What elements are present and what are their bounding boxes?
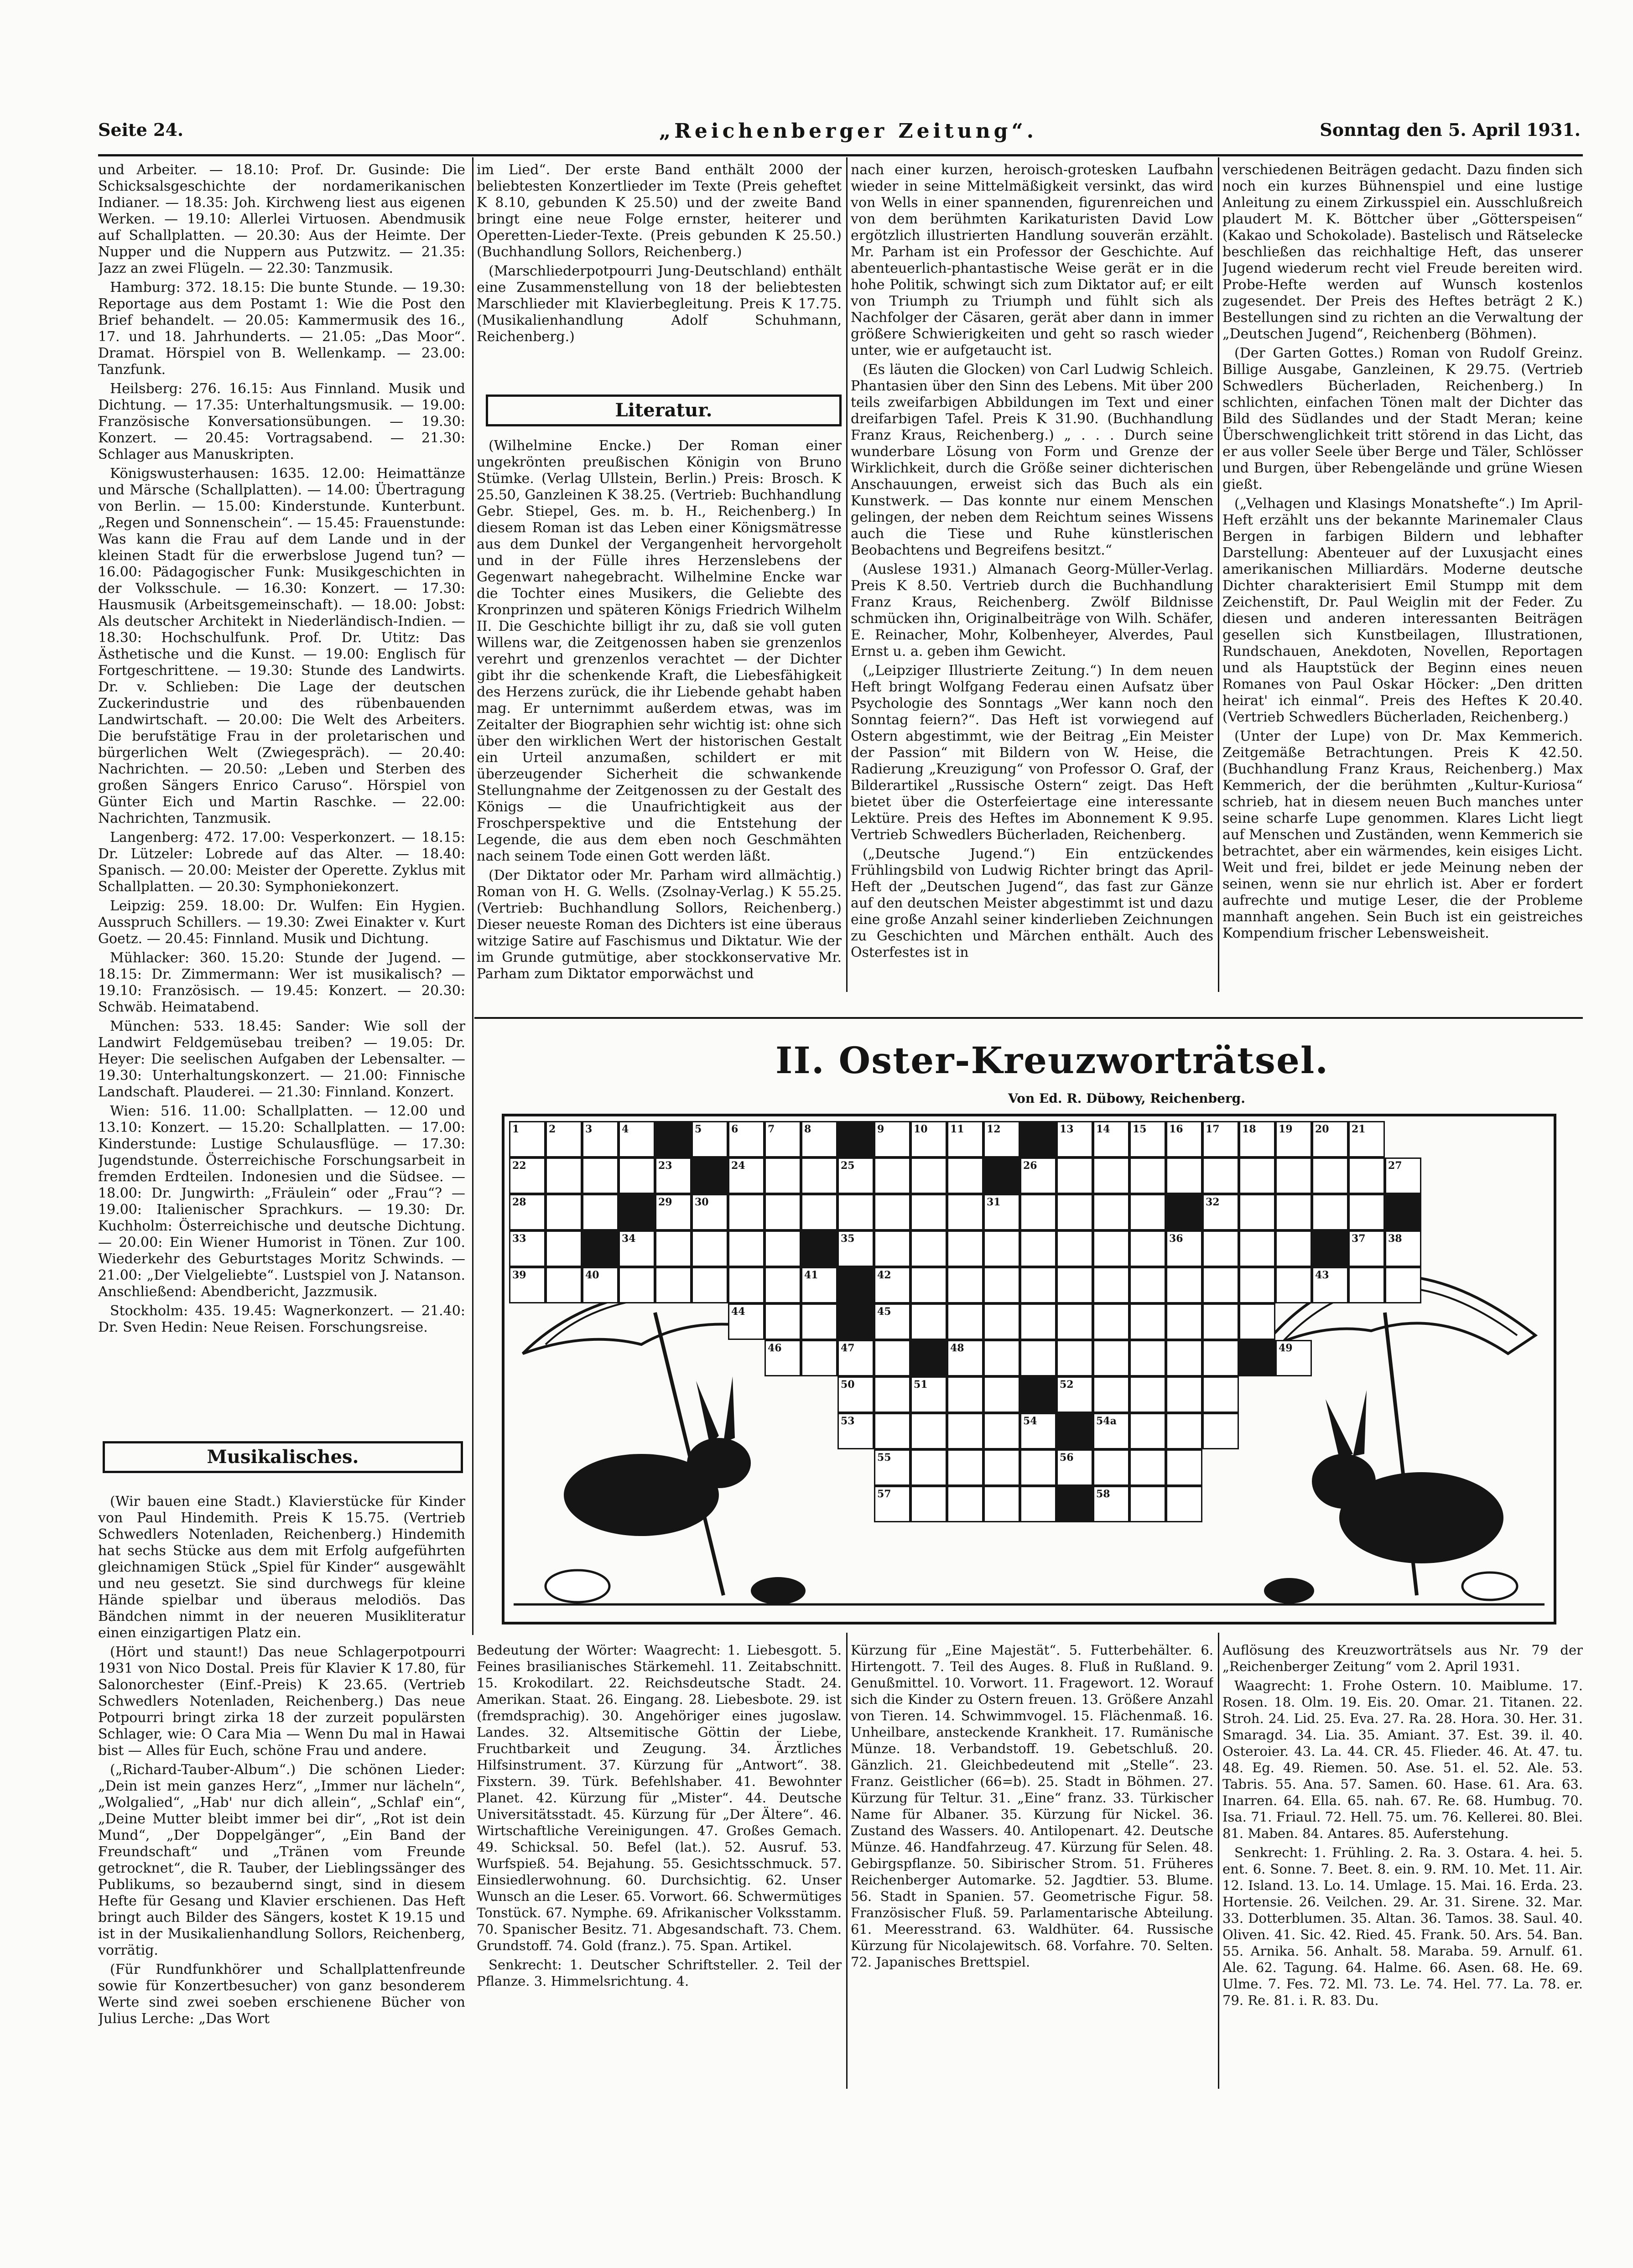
crossword-cell — [1129, 1267, 1166, 1303]
crossword-cell — [1093, 1376, 1129, 1413]
crossword-block — [1020, 1376, 1056, 1413]
text-paragraph: Langenberg: 472. 17.00: Vesperkonzert. — 18.15: Dr. Lützeler: Lobrede auf das Alter. — 18.40: Spanisch. — 20.00: Meister der Operette. Zyklus mit Schallplatten. — 20.30: Symphoniekonzert. — [98, 830, 465, 895]
text-paragraph: („Richard-Tauber-Album“.) Die schönen Lieder: „Dein ist mein ganzes Herz“, „Immer nur lächeln“, „Wolgalied“, „Hab' nur dich allein“, „Schlaf' ein“, „Deine Mutter bleibt immer bei dir“, „Rot ist dein Mund“, „Der Doppelgänger“, „Ein Band der Freundschaft“ und „Tränen vom Freunde getrocknet“, die R. Tauber, der Lieblingssänger des Publikums, so bezaubernd singt, sind in diesem Hefte für Gesang und Klavier erschienen. Das Heft bringt auch Bilder des Sängers, kostet K 19.15 und ist in der Musikalienhandlung Sollors, Reichenberg, vorrätig. — [98, 1762, 465, 1958]
crossword-cell — [1275, 1157, 1312, 1194]
text-paragraph: Mühlacker: 360. 15.20: Stunde der Jugend. — 18.15: Dr. Zimmermann: Wer ist musikalisch? — 19.10: Französisch. — 19.45: Konzert. — 20.30: Schwäb. Heimatabend. — [98, 950, 465, 1015]
text-paragraph: (Der Garten Gottes.) Roman von Rudolf Greinz. Billige Ausgabe, Ganzleinen, K 29.75. (Vertrieb Schwedlers Bücherladen, Reichenberg.) In schlichten, einfachen Tönen malt der Dichter das Bild des Südlandes und der Stadt Meran; keine Überschwenglichkeit tritt störend in das Licht, das er aus voller Seele über Berge und Täler, Schlösser und Burgen, über Rebengelände und grüne Wiesen gießt. — [1222, 345, 1583, 493]
crossword-cell — [764, 1267, 801, 1303]
text-paragraph: nach einer kurzen, heroisch-grotesken Laufbahn wieder in seine Mittelmäßigkeit versinkt, das wird von Wells in einer spannenden, figurenreichen und von dem berühmten Karikaturisten David Low ergötzlich illustrierten Handlung souverän erzählt. Mr. Parham ist ein Professor der Geschichte. Auf abenteuerlich-phantastische Weise gerät er in die hohe Politik, schwingt sich zum Diktator auf; er eilt von Triumph zu Triumph und fühlt sich als Nachfolger der Cäsaren, gerät aber dann in immer größere Schwierigkeiten und geht so rasch wieder unter, wie er aufgetaucht ist. — [851, 162, 1213, 358]
crossword-cell — [728, 1230, 764, 1267]
crossword-cell — [983, 1267, 1020, 1303]
text-paragraph: (Für Rundfunkhörer und Schallplattenfreunde sowie für Konzertbesucher) von ganz besonderem Werte sind zwei soeben erschienene Bücher von Julius Lerche: „Das Wort — [98, 1962, 465, 2027]
crossword-cell: 46 — [764, 1340, 801, 1376]
crossword-block — [1312, 1230, 1348, 1267]
text-paragraph: verschiedenen Beiträgen gedacht. Dazu finden sich noch ein kurzes Bühnenspiel und eine lustige Anleitung zu einem Zirkusspiel ein. Ausschlußreich plaudert M. K. Böttcher über „Götterspeisen“ (Kakao und Schokolade). Bastelisch und Rätselecke beschließen das reichhaltige Heft, das unserer Jugend wiederum recht viel Freude bereiten wird. Probe-Hefte werden auf Wunsch kostenlos zugesendet. Der Preis des Heftes beträgt 2 K.) Bestellungen sind zu richten an die Verwaltung der „Deutschen Jugend“, Reichenberg (Böhmen). — [1222, 162, 1583, 342]
crossword-cell — [764, 1157, 801, 1194]
text-paragraph: und Arbeiter. — 18.10: Prof. Dr. Gusinde: Die Schicksalsgeschichte der nordamerikanischen Indianer. — 18.35: Joh. Kirchweng liest aus eigenen Werken. — 19.10: Allerlei Virtuosen. Abendmusik auf Schallplatten. — 20.30: Aus der Heimte. Der Nupper und die Nuppern aus Putzwitz. — 21.35: Jazz an zwei Flügeln. — 22.30: Tanzmusik. — [98, 162, 465, 276]
crossword-cell — [728, 1267, 764, 1303]
crossword-cell — [1020, 1194, 1056, 1230]
column-divider — [472, 157, 473, 1635]
crossword-cell — [1129, 1157, 1166, 1194]
crossword-cell — [983, 1486, 1020, 1522]
crossword-cell: 3 — [582, 1121, 619, 1157]
crossword-cell: 4 — [619, 1121, 655, 1157]
crossword-cell — [1385, 1267, 1421, 1303]
issue-date: Sonntag den 5. April 1931. — [1320, 119, 1581, 140]
crossword-cell: 7 — [764, 1121, 801, 1157]
crossword-cell — [1275, 1194, 1312, 1230]
crossword-cell — [983, 1303, 1020, 1340]
crossword-cell — [1056, 1303, 1093, 1340]
crossword-cell — [1202, 1340, 1239, 1376]
crossword-cell — [546, 1230, 582, 1267]
crossword-cell: 20 — [1312, 1121, 1348, 1157]
crossword-cell — [947, 1267, 983, 1303]
crossword-cell — [910, 1486, 947, 1522]
column-divider — [846, 1633, 848, 2089]
crossword-cell — [1166, 1413, 1202, 1449]
puzzle-solution — [1222, 1642, 1583, 2089]
text-paragraph: Senkrecht: 1. Frühling. 2. Ra. 3. Ostara. 4. hei. 5. ent. 6. Sonne. 7. Beet. 8. ein. 9. RM. 10. Met. 11. Air. 12. Island. 13. Lo. 14. Umlage. 15. Mai. 16. Erda. 23. Hortensie. 26. Veilchen. 29. Ar. 31. Sirene. 32. Mar. 33. Dotterblumen. 35. Altan. 36. Tamos. 38. Saul. 40. Oliven. 41. Sic. 42. Ried. 45. Frank. 50. Ars. 54. Ban. 55. Arnika. 56. Anhalt. 58. Maraba. 59. Arnulf. 61. Ale. 62. Tagung. 64. Halme. 66. Asen. 68. He. 69. Ulme. 7. Fes. 72. Ml. 73. Le. 74. Hel. 77. La. 78. er. 79. Re. 81. i. R. 83. Du. — [1222, 1845, 1583, 2008]
crossword-cell — [947, 1376, 983, 1413]
crossword-cell — [1020, 1267, 1056, 1303]
section-heading-literature: Literatur. — [486, 394, 842, 426]
crossword-cell: 48 — [947, 1340, 983, 1376]
text-paragraph: (Wilhelmine Encke.) Der Roman einer ungekrönten preußischen Königin von Bruno Stümke. (Verlag Ullstein, Berlin.) Preis: Brosch. K 25.50, Ganzleinen K 38.25. (Vertrieb: Buchhandlung Gebr. Stiepel, Ges. m. b. H., Reichenberg.) In diesem Roman ist das Leben einer Königsmätresse aus dem Dunkel der Vergangenheit hervorgeholt und in der Fülle ihres Herzenslebens der Gegenwart nahegebracht. Wilhelmine Encke war die Tochter eines Musikers, die Geliebte des Kronprinzen und späteren Königs Friedrich Wilhelm II. Die Geschichte billigt ihr zu, daß sie voll guten Willens war, die Zeitgenossen haben sie grenzenlos verehrt und grenzenlos verachtet — der Dichter gibt ihr die schenkende Kraft, die Liebesfähigkeit des Herzens zurück, die ihr Liebende gehabt haben mag. Er unternimmt außerdem etwas, was im Zeitalter der Biographien sehr wichtig ist: ohne sich über den wirklichen Wert der historischen Gestalt ein Urteil anzumaßen, schildert er mit überzeugender Sicherheit die schwankende Stellungnahme der Zeitgenossen zu der Gestalt des Königs — die Unaufrichtigkeit aus der Froschperspektive und die Entstehung der Legende, die aus dem eben noch Geschmähten nach seinem Tode einen Gott werden läßt. — [477, 438, 842, 864]
header-rule — [98, 154, 1583, 156]
crossword-cell — [1239, 1157, 1275, 1194]
crossword-cell: 29 — [655, 1194, 692, 1230]
crossword-cell: 36 — [1166, 1230, 1202, 1267]
crossword-cell — [655, 1267, 692, 1303]
crossword-cell — [1202, 1303, 1239, 1340]
puzzle-title: II. Oster-Kreuzworträtsel. — [775, 1039, 1329, 1082]
page-number: Seite 24. — [98, 119, 184, 140]
crossword-cell: 17 — [1202, 1121, 1239, 1157]
crossword-cell: 58 — [1093, 1486, 1129, 1522]
crossword-block — [619, 1194, 655, 1230]
text-paragraph: im Lied“. Der erste Band enthält 2000 der beliebtesten Konzertlieder im Texte (Preis geheftet K 8.10, gebunden K 25.50) und der zweite Band bringt eine neue Folge ernster, heiterer und Operetten-Lieder-Texte. (Preis gebunden K 25.50.) (Buchhandlung Sollors, Reichenberg.) — [477, 162, 842, 260]
crossword-cell — [947, 1413, 983, 1449]
text-paragraph: (Hört und staunt!) Das neue Schlagerpotpourri 1931 von Nico Dostal. Preis für Klavier K 17.80, für Salonorchester (Einf.-Preis) K 23.65. (Vertrieb Schwedlers Notenladen, Reichenberg.) Das neue Potpourri bringt zirka 18 der zurzeit populärsten Schlager, wie: O Cara Mia — Wenn Du mal in Hawai bist — Alles für Euch, schöne Frau und andere. — [98, 1644, 465, 1759]
crossword-cell — [910, 1230, 947, 1267]
text-paragraph: Leipzig: 259. 18.00: Dr. Wulfen: Ein Hygien. Ausspruch Schillers. — 19.30: Zwei Einakter v. Kurt Goetz. — 20.45: Finnland. Musik und Dichtung. — [98, 898, 465, 947]
crossword-cell — [1239, 1230, 1275, 1267]
crossword-cell — [1239, 1267, 1275, 1303]
crossword-cell — [1166, 1303, 1202, 1340]
crossword-cell — [1020, 1486, 1056, 1522]
crossword-cell: 44 — [728, 1303, 764, 1340]
crossword-cell — [619, 1267, 655, 1303]
crossword-cell — [874, 1413, 910, 1449]
crossword-cell — [1166, 1376, 1202, 1413]
crossword-cell: 22 — [509, 1157, 546, 1194]
crossword-cell: 9 — [874, 1121, 910, 1157]
crossword-cell — [1166, 1449, 1202, 1486]
crossword-cell — [1202, 1230, 1239, 1267]
crossword-cell — [1020, 1303, 1056, 1340]
crossword-cell — [582, 1157, 619, 1194]
text-paragraph: (Auslese 1931.) Almanach Georg-Müller-Verlag. Preis K 8.50. Vertrieb durch die Buchhandlung Franz Kraus, Reichenberg. Zwölf Bildnisse schmücken ihn, Originalbeiträge von Wilh. Schäfer, E. Reinacher, Mohr, Kolbenheyer, Alverdes, Paul Ernst u. a. geben ihm Gewicht. — [851, 561, 1213, 659]
crossword-cell: 25 — [837, 1157, 874, 1194]
crossword-cell: 51 — [910, 1376, 947, 1413]
crossword-cell: 19 — [1275, 1121, 1312, 1157]
crossword-cell: 28 — [509, 1194, 546, 1230]
crossword-cell: 31 — [983, 1194, 1020, 1230]
column-divider — [1218, 157, 1219, 992]
crossword-block — [1020, 1121, 1056, 1157]
crossword-cell: 30 — [692, 1194, 728, 1230]
column-divider — [846, 157, 848, 992]
crossword-cell — [910, 1194, 947, 1230]
crossword-cell: 12 — [983, 1121, 1020, 1157]
text-paragraph: Auflösung des Kreuzworträtsels aus Nr. 79 der „Reichenberger Zeitung“ vom 2. April 1931. — [1222, 1642, 1583, 1674]
crossword-cell — [801, 1340, 837, 1376]
crossword-cell: 13 — [1056, 1121, 1093, 1157]
crossword-cell — [874, 1340, 910, 1376]
crossword-cell: 11 — [947, 1121, 983, 1157]
crossword-cell: 8 — [801, 1121, 837, 1157]
crossword-block — [910, 1340, 947, 1376]
crossword-block — [1056, 1413, 1093, 1449]
crossword-cell — [801, 1194, 837, 1230]
crossword-cell — [983, 1413, 1020, 1449]
crossword-cell — [692, 1267, 728, 1303]
section-heading-music: Musikalisches. — [103, 1441, 463, 1473]
crossword-block — [582, 1230, 619, 1267]
text-paragraph: (Unter der Lupe) von Dr. Max Kemmerich. Zeitgemäße Betrachtungen. Preis K 42.50. (Buchhandlung Franz Kraus, Reichenberg.) Max Kemmerich, der die berühmten „Kultur-Kuriosa“ schrieb, hat in diesem neuen Buch manches unter seine scharfe Lupe genommen. Klares Licht liegt auf Menschen und Zuständen, wenn Kemmerich sie betrachtet, aber ein wärmendes, kein eisiges Licht. Weit und frei, bildet er jede Meinung neben der seinen, wenn sie nur ehrlich ist. Aber er fordert aufrechte und mutige Leser, die der Probleme mannhaft angehen. Sein Buch ist ein geistreiches Kompendium frischer Lebensweisheit. — [1222, 728, 1583, 941]
text-paragraph: Bedeutung der Wörter: Waagrecht: 1. Liebesgott. 5. Feines brasilianisches Stärkemehl. 11. Zeitabschnitt. 15. Krokodilart. 22. Reichsdeutsche Stadt. 24. Amerikan. Staat. 26. Eingang. 28. Liebesbote. 29. ist (fremdsprachig). 30. Angehöriger eines jugoslaw. Landes. 32. Altsemitische Göttin der Liebe, Fruchtbarkeit und Zeugung. 34. Ärztliches Hilfsinstrument. 37. Kürzung für „Antwort“. 38. Fixstern. 39. Türk. Befehlshaber. 41. Bewohnter Planet. 42. Kürzung für „Mister“. 44. Deutsche Universitätsstadt. 45. Kürzung für „Der Ältere“. 46. Wirtschaftliche Vereinigungen. 47. Großes Gemach. 49. Schicksal. 50. Befel (lat.). 52. Ausruf. 53. Wurfspieß. 54. Bejahung. 55. Gesichtsschmuck. 57. Einsiedlerwohnung. 60. Durchsichtig. 62. Unser Wunsch an die Leser. 65. Vorwort. 66. Schwermütiges Tonstück. 67. Nymphe. 69. Afrikanischer Volksstamm. 70. Spanischer Besitz. 71. Abgesandschaft. 73. Chem. Grundstoff. 74. Gold (franz.). 75. Span. Artikel. — [477, 1642, 842, 1953]
section-rule — [474, 1017, 1583, 1019]
crossword-cell: 15 — [1129, 1121, 1166, 1157]
crossword-cell — [1129, 1230, 1166, 1267]
crossword-cell: 6 — [728, 1121, 764, 1157]
crossword-cell — [1202, 1413, 1239, 1449]
column-1-radio — [98, 162, 465, 1402]
crossword-cell — [1275, 1267, 1312, 1303]
puzzle-author: Von Ed. R. Dübowy, Reichenberg. — [1008, 1091, 1245, 1106]
text-paragraph: (Marschliederpotpourri Jung-Deutschland) enthält eine Zusammenstellung von 18 der beliebtesten Marschlieder mit Klavierbegleitung. Preis K 17.75. (Musikalienhandlung Adolf Schuhmann, Reichenberg.) — [477, 263, 842, 345]
crossword-cell — [874, 1230, 910, 1267]
crossword-cell: 49 — [1275, 1340, 1312, 1376]
crossword-cell: 56 — [1056, 1449, 1093, 1486]
crossword-cell — [1093, 1340, 1129, 1376]
text-paragraph: Kürzung für „Eine Majestät“. 5. Futterbehälter. 6. Hirtengott. 7. Teil des Auges. 8. Fluß in Rußland. 9. Genußmittel. 10. Vorwort. 11. Fragewort. 12. Worauf sich die Kinder zu Ostern freuen. 13. Größere Anzahl von Tieren. 14. Schwimmvogel. 15. Flächenmaß. 16. Unheilbare, ansteckende Krankheit. 17. Rumänische Münze. 18. Verbandstoff. 19. Gebetschluß. 20. Gänzlich. 21. Gleichbedeutend mit „Stelle“. 23. Franz. Geistlicher (66=b). 25. Stadt in Böhmen. 27. Kürzung für Teltur. 31. „Eine“ franz. 33. Türkischer Name für Albaner. 35. Kürzung für Nickel. 36. Zustand des Wassers. 40. Antilopenart. 42. Deutsche Münze. 46. Handfahrzeug. 47. Kürzung für Selen. 48. Gebirgspflanze. 50. Sibirischer Strom. 51. Früheres Reichenberger Automarke. 52. Jagdtier. 53. Blume. 56. Stadt in Spanien. 57. Geometrische Figur. 58. Französischer Fluß. 59. Parlamentarische Abteilung. 61. Meeresstrand. 63. Waldhüter. 64. Russische Kürzung für Nicolajewitsch. 68. Vorfahre. 70. Selten. 72. Japanisches Brettspiel. — [851, 1642, 1213, 1970]
crossword-block — [837, 1303, 874, 1340]
crossword-cell — [947, 1157, 983, 1194]
text-paragraph: Stockholm: 435. 19.45: Wagnerkonzert. — 21.40: Dr. Sven Hedin: Neue Reisen. Forschungsreise. — [98, 1303, 465, 1335]
crossword-frame — [502, 1114, 1556, 1624]
text-paragraph: (Es läuten die Glocken) von Carl Ludwig Schleich. Phantasien über den Sinn des Lebens. Mit über 200 teils zweifarbigen Abbildungen im Text und einer dreifarbigen Tafel. Preis K 31.90. (Buchhandlung Franz Kraus, Reichenberg.) „ . . . Durch seine wunderbare Lösung von Form und Grenze der Wirklichkeit, durch die Größe seiner dichterischen Anschauungen, erweist sich das Buch als ein Kunstwerk. — Das konnte nur einem Menschen gelingen, der neben dem Reichtum seines Wissens auch die Tiese und Ruhe künstlerischen Beobachtens und Begreifens besitzt.“ — [851, 362, 1213, 558]
crossword-block — [983, 1157, 1020, 1194]
crossword-cell — [1166, 1340, 1202, 1376]
crossword-cell — [1129, 1194, 1166, 1230]
crossword-cell — [546, 1194, 582, 1230]
text-paragraph: („Deutsche Jugend.“) Ein entzückendes Frühlingsbild von Ludwig Richter bringt das April-Heft der „Deutschen Jugend“, das fast zur Gänze auf den deutschen Meister abgestimmt ist und dazu eine große Anzahl seiner kinderlieben Zeichnungen zu Geschichten und Märchen enthält. Auch des Osterfestes ist in — [851, 846, 1213, 960]
crossword-cell: 57 — [874, 1486, 910, 1522]
crossword-cell: 21 — [1348, 1121, 1385, 1157]
crossword-cell — [910, 1449, 947, 1486]
column-3 — [851, 162, 1213, 1010]
crossword-cell — [1020, 1449, 1056, 1486]
crossword-cell — [1239, 1303, 1275, 1340]
crossword-cell: 26 — [1020, 1157, 1056, 1194]
crossword-cell — [1166, 1486, 1202, 1522]
crossword-cell: 33 — [509, 1230, 546, 1267]
crossword-cell — [947, 1194, 983, 1230]
text-paragraph: Senkrecht: 1. Deutscher Schriftsteller. 2. Teil der Pflanze. 3. Himmelsrichtung. 4. — [477, 1957, 842, 1989]
crossword-cell — [1056, 1230, 1093, 1267]
crossword-cell — [1020, 1340, 1056, 1376]
crossword-cell: 39 — [509, 1267, 546, 1303]
crossword-cell — [1093, 1194, 1129, 1230]
crossword-cell — [1056, 1340, 1093, 1376]
crossword-cell: 38 — [1385, 1230, 1421, 1267]
crossword-grid — [504, 1116, 1554, 1622]
crossword-cell — [983, 1376, 1020, 1413]
crossword-cell — [1093, 1303, 1129, 1340]
crossword-cell: 54 — [1020, 1413, 1056, 1449]
crossword-cell — [1129, 1340, 1166, 1376]
page-header — [98, 119, 1581, 151]
crossword-cell: 40 — [582, 1267, 619, 1303]
crossword-cell — [1312, 1194, 1348, 1230]
crossword-cell — [546, 1157, 582, 1194]
crossword-cell: 47 — [837, 1340, 874, 1376]
crossword-cell — [728, 1194, 764, 1230]
text-paragraph: („Leipziger Illustrierte Zeitung.“) In dem neuen Heft bringt Wolfgang Federau einen Aufsatz über Psychologie des Sonntags „Wer kann noch den Sonntag feiern?“. Das Heft ist vorwiegend auf Ostern abgestimmt, wie der Beitrag „Ein Meister der Passion“ mit Bildern von W. Heise, die Radierung „Kreuzigung“ von Professor O. Graf, der Bilderartikel „Russische Ostern“ zeigt. Das Heft bietet über die Osterfeiertage eine interessante Lektüre. Preis des Heftes im Abonnement K 9.95. Vertrieb Schwedlers Bücherladen, Reichenberg. — [851, 663, 1213, 843]
crossword-cell — [874, 1194, 910, 1230]
crossword-cell — [910, 1267, 947, 1303]
crossword-cell — [1020, 1230, 1056, 1267]
crossword-cell — [947, 1303, 983, 1340]
crossword-cell: 41 — [801, 1267, 837, 1303]
crossword-block — [801, 1230, 837, 1267]
crossword-block — [837, 1267, 874, 1303]
crossword-cell: 34 — [619, 1230, 655, 1267]
column-1-music — [98, 1494, 465, 2091]
crossword-cell: 23 — [655, 1157, 692, 1194]
crossword-block — [837, 1121, 874, 1157]
crossword-cell: 55 — [874, 1449, 910, 1486]
crossword-cell — [1129, 1449, 1166, 1486]
crossword-cell — [1348, 1194, 1385, 1230]
crossword-cell — [764, 1230, 801, 1267]
crossword-cell: 14 — [1093, 1121, 1129, 1157]
crossword-cell — [692, 1230, 728, 1267]
crossword-cell — [1093, 1157, 1129, 1194]
text-paragraph: München: 533. 18.45: Sander: Wie soll der Landwirt Feldgemüsebau treiben? — 19.05: Dr. Heyer: Die seelischen Aufgaben der Lebensalter. — 19.30: Unterhaltungskonzert. — 21.00: Finnische Landschaft. Plauderei. — 21.30: Finnland. Konzert. — [98, 1018, 465, 1100]
crossword-cell — [1312, 1157, 1348, 1194]
crossword-cell — [1202, 1157, 1239, 1194]
crossword-cell — [910, 1303, 947, 1340]
crossword-cell — [1202, 1267, 1239, 1303]
crossword-cell — [1166, 1267, 1202, 1303]
puzzle-clues-2 — [851, 1642, 1213, 2089]
crossword-cell: 32 — [1202, 1194, 1239, 1230]
crossword-cell — [801, 1303, 837, 1340]
crossword-cell — [983, 1449, 1020, 1486]
crossword-cell — [1093, 1267, 1129, 1303]
crossword-cell: 52 — [1056, 1376, 1093, 1413]
crossword-cell — [764, 1303, 801, 1340]
puzzle-clues-1 — [477, 1642, 842, 2089]
crossword-cell — [1056, 1157, 1093, 1194]
crossword-cell — [947, 1449, 983, 1486]
crossword-cell — [1166, 1157, 1202, 1194]
newspaper-title: „Reichenberger Zeitung“. — [659, 119, 1038, 143]
crossword-cell — [655, 1230, 692, 1267]
crossword-cell: 24 — [728, 1157, 764, 1194]
crossword-cell: 18 — [1239, 1121, 1275, 1157]
column-divider — [1218, 1633, 1219, 2089]
crossword-cell — [837, 1194, 874, 1230]
text-paragraph: Königswusterhausen: 1635. 12.00: Heimattänze und Märsche (Schallplatten). — 14.00: Übertragung von Berlin. — 15.00: Kinderstunde. Kunterbunt. „Regen und Sonnenschein“. — 15.45: Frauenstunde: Was kann die Frau auf dem Lande und in der kleinen Stadt für die erwerbslose Jugend tun? — 16.00: Pädagogischer Funk: Musikgeschichten in der Volksschule. — 16.30: Konzert. — 17.30: Hausmusik (Arbeitsgemeinschaft). — 18.00: Jobst: Als deutscher Architekt in Niederländisch-Indien. — 18.30: Hochschulfunk. Prof. Dr. Utitz: Das Ästhetische und die Kunst. — 19.00: Englisch für Fortgeschrittene. — 19.30: Stunde des Landwirts. Dr. v. Schlieben: Die Lage der deutschen Zuckerindustrie und des rübenbauenden Landwirtschaft. — 20.00: Die Welt des Arbeiters. Die berufstätige Frau in der proletarischen und bürgerlichen Welt (Zwiegespräch). — 20.40: Nachrichten. — 20.50: „Leben und Sterben des großen Sängers Enrico Caruso“. Hörspiel von Günter Eich und Martin Raschke. — 22.00: Nachrichten, Tanzmusik. — [98, 466, 465, 826]
crossword-block — [1385, 1194, 1421, 1230]
crossword-cell — [947, 1486, 983, 1522]
crossword-cell — [801, 1157, 837, 1194]
crossword-cell — [1129, 1303, 1166, 1340]
crossword-block — [692, 1157, 728, 1194]
crossword-cell: 10 — [910, 1121, 947, 1157]
crossword-cell — [1202, 1376, 1239, 1413]
crossword-cell: 43 — [1312, 1267, 1348, 1303]
crossword-block — [655, 1121, 692, 1157]
text-paragraph: (Wir bauen eine Stadt.) Klavierstücke für Kinder von Paul Hindemith. Preis K 15.75. (Vertrieb Schwedlers Notenladen, Reichenberg.) Hindemith hat sechs Stücke aus dem mit Erfolg aufgeführten gleichnamigen Stück „Spiel für Kinder“ ausgewählt und neu gesetzt. Sie sind durchwegs für kleine Hände spielbar und überaus melodiös. Das Bändchen nimmt in der neueren Musikliteratur einen einzigartigen Platz ein. — [98, 1494, 465, 1641]
crossword-cell — [1348, 1157, 1385, 1194]
crossword-cell: 35 — [837, 1230, 874, 1267]
crossword-cell — [1093, 1230, 1129, 1267]
crossword-cell — [874, 1157, 910, 1194]
crossword-cell: 42 — [874, 1267, 910, 1303]
crossword-cell — [983, 1230, 1020, 1267]
crossword-cell — [874, 1376, 910, 1413]
text-paragraph: („Velhagen und Klasings Monatshefte“.) Im April-Heft erzählt uns der bekannte Marinemaler Claus Bergen in farbigen Bildern und lebhafter Darstellung: Abenteuer auf der Luxusjacht eines amerikanischen Milliardärs. Moderne deutsche Dichter charakterisiert Emil Stumpp mit dem Zeichenstift, Dr. Paul Weiglin mit der Feder. Zu diesen und anderen interessanten Beiträgen gesellen sich Kunstbeilagen, Illustrationen, Rundschauen, Anekdoten, Novellen, Reportagen und als Hauptstück der Beginn eines neuen Romanes von Paul Oskar Höcker: „Den dritten heirat' ich einmal“. Preis des Heftes K 20.40. (Vertrieb Schwedlers Bücherladen, Reichenberg.) — [1222, 496, 1583, 725]
crossword-cell — [1056, 1267, 1093, 1303]
crossword-cell — [764, 1194, 801, 1230]
crossword-cell — [1093, 1449, 1129, 1486]
column-4 — [1222, 162, 1583, 1010]
crossword-cell: 2 — [546, 1121, 582, 1157]
crossword-cell — [582, 1194, 619, 1230]
crossword-cell — [1348, 1267, 1385, 1303]
column-2-literature — [477, 438, 842, 1012]
crossword-cell — [983, 1340, 1020, 1376]
text-paragraph: Heilsberg: 276. 16.15: Aus Finnland. Musik und Dichtung. — 17.35: Unterhaltungsmusik. — 19.00: Französische Konversationsübungen. — 19.30: Konzert. — 20.45: Vortragsabend. — 21.30: Schlager aus Manuskripten. — [98, 381, 465, 462]
crossword-cell — [1056, 1194, 1093, 1230]
crossword-cell — [1275, 1230, 1312, 1267]
crossword-cell: 37 — [1348, 1230, 1385, 1267]
crossword-cell — [910, 1413, 947, 1449]
crossword-cell — [1129, 1376, 1166, 1413]
crossword-cell: 53 — [837, 1413, 874, 1449]
crossword-cell: 27 — [1385, 1157, 1421, 1194]
crossword-cell: 54a — [1093, 1413, 1129, 1449]
text-paragraph: Hamburg: 372. 18.15: Die bunte Stunde. — 19.30: Reportage aus dem Postamt 1: Wie die Post den Brief behandelt. — 20.05: Kammermusik des 16., 17. und 18. Jahrhunderts. — 21.05: „Das Moor“. Dramat. Hörspiel von B. Wellenkamp. — 23.00: Tanzfunk. — [98, 280, 465, 378]
crossword-cell — [1129, 1413, 1166, 1449]
crossword-cell — [910, 1157, 947, 1194]
crossword-cell — [1239, 1194, 1275, 1230]
text-paragraph: (Der Diktator oder Mr. Parham wird allmächtig.) Roman von H. G. Wells. (Zsolnay-Verlag.) K 55.25. (Vertrieb: Buchhandlung Sollors, Reichenberg.) Dieser neueste Roman des Dichters ist eine überaus witzige Satire auf Faschismus und Diktatur. Wie der im Grunde gutmütige, aber stockkonservative Mr. Parham zum Diktator emporwächst und — [477, 867, 842, 982]
crossword-cell: 5 — [692, 1121, 728, 1157]
crossword-cell — [619, 1157, 655, 1194]
text-paragraph: Wien: 516. 11.00: Schallplatten. — 12.00 und 13.10: Konzert. — 15.20: Schallplatten. — 17.00: Kinderstunde: Lustige Schulausflüge. — 17.30: Jugendstunde. Österreichische Forschungsarbeit in fremden Erdteilen. Indonesien und die Südsee. — 18.00: Dr. Jungwirth: „Fräulein“ oder „Frau“? — 19.00: Italienischer Sprachkurs. — 19.30: Dr. Kuchholm: Österreichische und deutsche Dichtung. — 20.00: Ein Wiener Humorist in Tönen. Zur 100. Wiederkehr des Geburtstages Moritz Schwinds. — 21.00: „Der Vielgeliebte“. Lustspiel von J. Natanson. Anschließend: Abendbericht, Jazzmusik. — [98, 1103, 465, 1300]
crossword-cell: 50 — [837, 1376, 874, 1413]
crossword-cell: 16 — [1166, 1121, 1202, 1157]
crossword-cell: 1 — [509, 1121, 546, 1157]
crossword-block — [1056, 1486, 1093, 1522]
crossword-cell: 45 — [874, 1303, 910, 1340]
crossword-block — [1166, 1194, 1202, 1230]
column-2-top — [477, 162, 842, 363]
text-paragraph: Waagrecht: 1. Frohe Ostern. 10. Maiblume. 17. Rosen. 18. Olm. 19. Eis. 20. Omar. 21. Titanen. 22. Stroh. 24. Lid. 25. Eva. 27. Ra. 28. Hora. 30. Her. 31. Smaragd. 34. Lia. 35. Amiant. 37. Est. 39. il. 40. Osteroier. 43. La. 44. CR. 45. Flieder. 46. At. 47. tu. 48. Eg. 49. Riemen. 50. Ase. 51. el. 52. Ale. 53. Tabris. 55. Ana. 57. Samen. 60. Hase. 61. Ara. 63. Inarren. 64. Ella. 65. nah. 67. Re. 68. Humbug. 70. Isa. 71. Friaul. 72. Hell. 75. um. 76. Kellerei. 80. Blei. 81. Maben. 84. Antares. 85. Auferstehung. — [1222, 1678, 1583, 1841]
crossword-cell — [947, 1230, 983, 1267]
crossword-cell — [546, 1267, 582, 1303]
crossword-block — [1239, 1340, 1275, 1376]
crossword-cell — [1129, 1486, 1166, 1522]
